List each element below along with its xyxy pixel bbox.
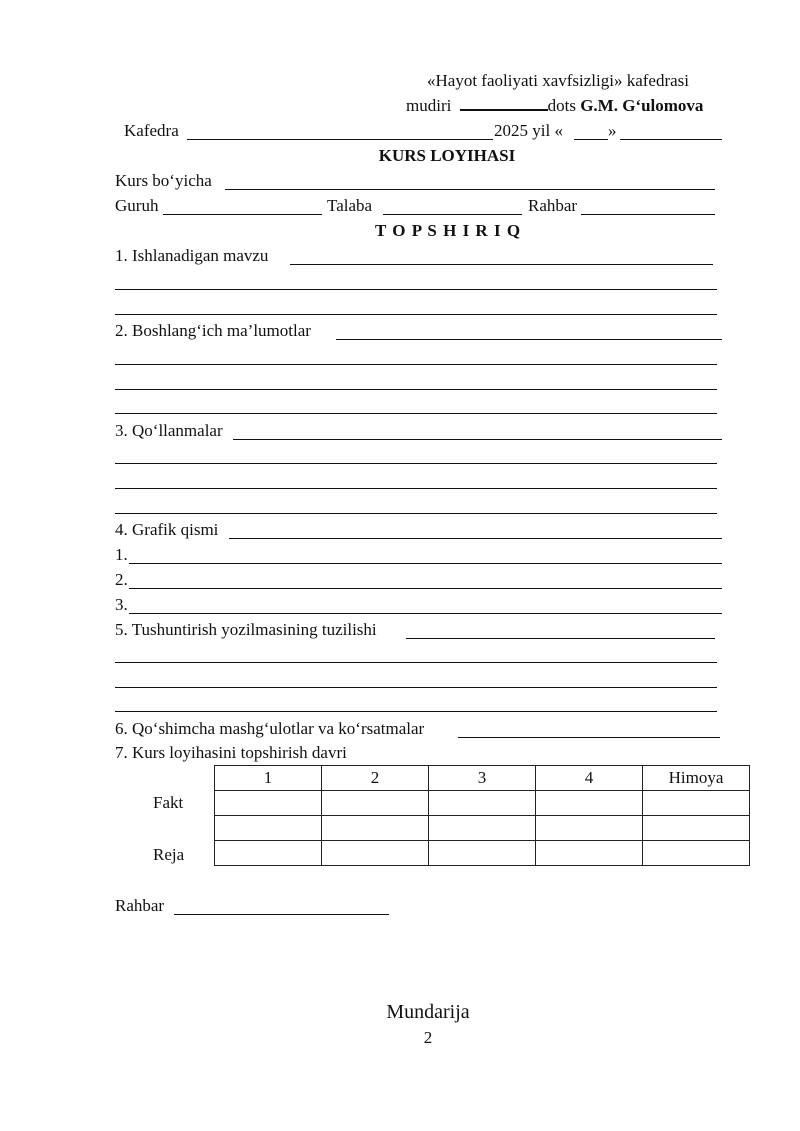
table-cell[interactable] [215, 791, 322, 816]
signature-label: Rahbar [115, 896, 165, 915]
explanatory-label: 5. Tushuntirish yozilmasining tuzilishi [115, 620, 377, 639]
kafedra-blank[interactable] [187, 139, 493, 140]
graphic-item-2-blank[interactable] [129, 588, 722, 589]
table-cell[interactable] [215, 816, 322, 841]
schedule-header-row [215, 766, 750, 791]
kafedra-label: Kafedra [124, 121, 179, 140]
graphic-item-3-label: 3. [115, 595, 128, 614]
table-cell[interactable] [536, 816, 643, 841]
table-cell[interactable] [536, 841, 643, 866]
table-cell[interactable] [643, 841, 750, 866]
schedule-col-1: 1 [215, 766, 322, 791]
task-heading: T O P S H I R I Q [374, 221, 522, 240]
supervisor-label: Rahbar [528, 196, 578, 215]
table-cell[interactable] [322, 791, 429, 816]
signature-blank[interactable] [174, 914, 389, 915]
graphic-item-1-label: 1. [115, 545, 128, 564]
head-name: G.M. G‘ulomova [580, 96, 704, 115]
topic-line-3[interactable] [115, 314, 717, 315]
day-blank[interactable] [574, 139, 608, 140]
topic-line-2[interactable] [115, 289, 717, 290]
table-row [215, 841, 750, 866]
schedule-table [214, 765, 750, 866]
group-label: Guruh [115, 196, 159, 215]
next-section-heading: Mundarija [386, 1001, 470, 1023]
initial-data-line-2[interactable] [115, 364, 717, 365]
table-cell[interactable] [429, 816, 536, 841]
manuals-line-2[interactable] [115, 463, 717, 464]
page-number: 2 [423, 1028, 433, 1047]
graphic-blank[interactable] [229, 538, 722, 539]
graphic-item-2-label: 2. [115, 570, 128, 589]
table-cell[interactable] [215, 841, 322, 866]
head-signature-blank [460, 109, 548, 111]
additional-label: 6. Qo‘shimcha mashg‘ulotlar va ko‘rsatmalar [115, 719, 425, 738]
document-title: KURS LOYIHASI [378, 146, 516, 165]
course-label: Kurs bo‘yicha [115, 171, 212, 190]
explanatory-line-3[interactable] [115, 687, 717, 688]
student-blank[interactable] [383, 214, 522, 215]
initial-data-label: 2. Boshlang‘ich ma’lumotlar [115, 321, 311, 340]
table-cell[interactable] [429, 791, 536, 816]
table-cell[interactable] [322, 816, 429, 841]
manuals-line-4[interactable] [115, 513, 717, 514]
topic-label: 1. Ishlanadigan mavzu [115, 246, 269, 265]
initial-data-line-4[interactable] [115, 413, 717, 414]
topic-blank[interactable] [290, 264, 713, 265]
department-line: «Hayot faoliyati xavfsizligi» kafedrasi [427, 71, 689, 90]
row-label-fact: Fakt [153, 793, 184, 812]
graphic-item-3-blank[interactable] [129, 613, 722, 614]
explanatory-line-4[interactable] [115, 711, 717, 712]
graphic-label: 4. Grafik qismi [115, 520, 219, 539]
table-cell[interactable] [643, 791, 750, 816]
schedule-col-4: 4 [536, 766, 643, 791]
student-label: Talaba [327, 196, 373, 215]
head-title: dots [547, 96, 576, 115]
schedule-col-2: 2 [322, 766, 429, 791]
graphic-item-1-blank[interactable] [129, 563, 722, 564]
course-blank[interactable] [225, 189, 715, 190]
initial-data-blank[interactable] [336, 339, 722, 340]
explanatory-line-2[interactable] [115, 662, 717, 663]
kafedra-year: 2025 yil « [494, 121, 563, 140]
quote-close: » [608, 121, 617, 140]
manuals-line-3[interactable] [115, 488, 717, 489]
manuals-blank[interactable] [233, 439, 722, 440]
supervisor-blank[interactable] [581, 214, 715, 215]
table-cell[interactable] [643, 816, 750, 841]
deadline-label: 7. Kurs loyihasini topshirish davri [115, 743, 347, 762]
month-blank[interactable] [620, 139, 722, 140]
initial-data-line-3[interactable] [115, 389, 717, 390]
manuals-label: 3. Qo‘llanmalar [115, 421, 223, 440]
schedule-col-3: 3 [429, 766, 536, 791]
group-blank[interactable] [163, 214, 322, 215]
additional-blank[interactable] [458, 737, 720, 738]
table-row [215, 791, 750, 816]
head-prefix: mudiri [406, 96, 452, 115]
row-label-plan: Reja [153, 845, 185, 864]
department-head-line [406, 96, 703, 116]
explanatory-blank[interactable] [406, 638, 715, 639]
schedule-col-defense: Himoya [643, 766, 750, 791]
table-cell[interactable] [322, 841, 429, 866]
table-cell[interactable] [429, 841, 536, 866]
table-cell[interactable] [536, 791, 643, 816]
table-row [215, 816, 750, 841]
